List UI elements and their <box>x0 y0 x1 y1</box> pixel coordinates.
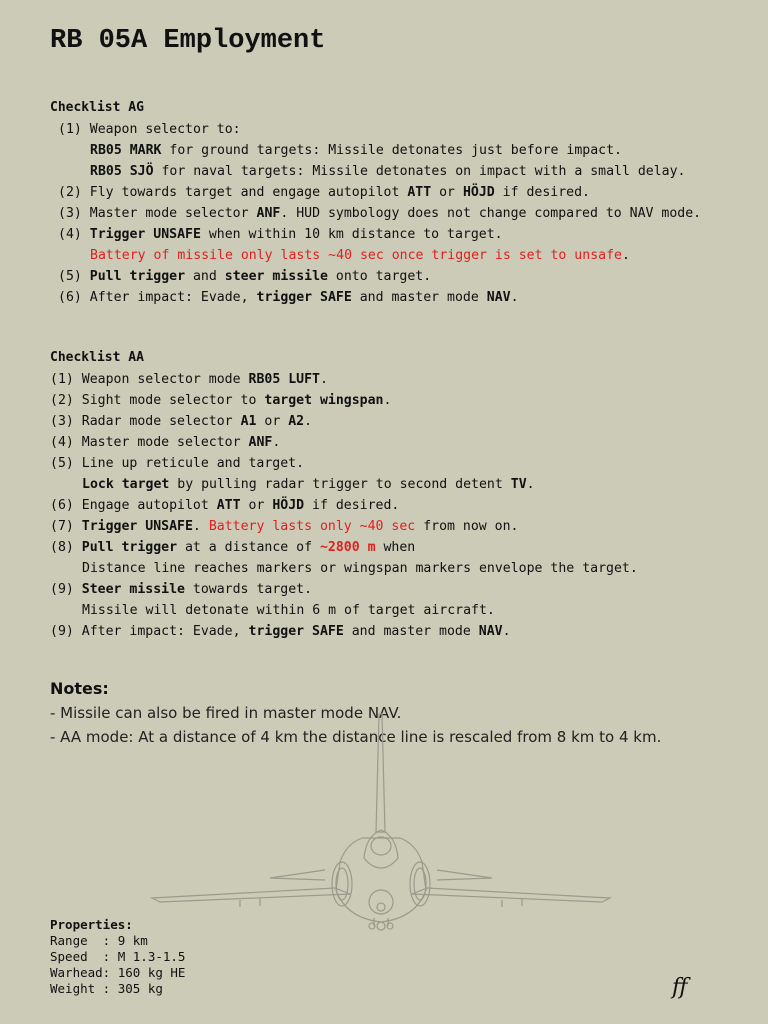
ag-step-2: (2) Fly towards target and engage autopilot ATT or HÖJD if desired. <box>58 185 590 200</box>
aa-step-8-condition: Distance line reaches markers or wingspan markers envelope the target. <box>82 561 638 576</box>
ag-step-1-option-mark: RB05 MARK for ground targets: Missile detonates just before impact. <box>90 143 622 158</box>
property-warhead: Warhead: 160 kg HE <box>50 965 186 980</box>
property-weight: Weight : 305 kg <box>50 981 163 996</box>
ag-step-3: (3) Master mode selector ANF. HUD symbology does not change compared to NAV mode. <box>58 206 702 221</box>
aa-step-1: (1) Weapon selector mode RB05 LUFT. <box>50 372 328 387</box>
property-speed: Speed : M 1.3-1.5 <box>50 949 186 964</box>
signature-logo: ff <box>672 975 688 1000</box>
aa-step-5-lock: Lock target by pulling radar trigger to second detent TV. <box>82 477 535 492</box>
properties-heading: Properties: <box>50 917 133 932</box>
aircraft-front-view-icon <box>150 712 612 934</box>
ag-step-4: (4) Trigger UNSAFE when within 10 km distance to target. <box>58 227 503 242</box>
properties-block <box>50 917 185 997</box>
page-title: RB 05A Employment <box>50 26 326 56</box>
checklist-ag-heading: Checklist AG <box>50 100 144 115</box>
aa-step-9-after-impact: (9) After impact: Evade, trigger SAFE and master mode NAV. <box>50 624 511 639</box>
aa-step-9-steer: (9) Steer missile towards target. <box>50 582 313 597</box>
aa-step-2: (2) Sight mode selector to target wingspan. <box>50 393 392 408</box>
ag-step-1-option-sjo: RB05 SJÖ for naval targets: Missile detonates on impact with a small delay. <box>90 164 686 179</box>
note-item: - AA mode: At a distance of 4 km the distance line is rescaled from 8 km to 4 km. <box>50 728 662 746</box>
ag-step-5: (5) Pull trigger and steer missile onto target. <box>58 269 432 284</box>
property-range: Range : 9 km <box>50 933 148 948</box>
aa-step-8: (8) Pull trigger at a distance of ~2800 m when <box>50 540 416 555</box>
ag-step-1: (1) Weapon selector to: <box>58 122 241 137</box>
notes-heading: Notes: <box>50 679 109 698</box>
ag-battery-warning: Battery of missile only lasts ~40 sec once trigger is set to unsafe. <box>90 248 630 263</box>
aa-step-5: (5) Line up reticule and target. <box>50 456 305 471</box>
aa-step-7: (7) Trigger UNSAFE. Battery lasts only ~40 sec from now on. <box>50 519 519 534</box>
aa-step-3: (3) Radar mode selector A1 or A2. <box>50 414 313 429</box>
aa-step-6: (6) Engage autopilot ATT or HÖJD if desired. <box>50 498 400 513</box>
aa-step-9-detonation: Missile will detonate within 6 m of target aircraft. <box>82 603 495 618</box>
note-item: - Missile can also be fired in master mode NAV. <box>50 704 402 722</box>
aa-step-4: (4) Master mode selector ANF. <box>50 435 281 450</box>
checklist-aa-heading: Checklist AA <box>50 350 144 365</box>
ag-step-6: (6) After impact: Evade, trigger SAFE and master mode NAV. <box>58 290 519 305</box>
